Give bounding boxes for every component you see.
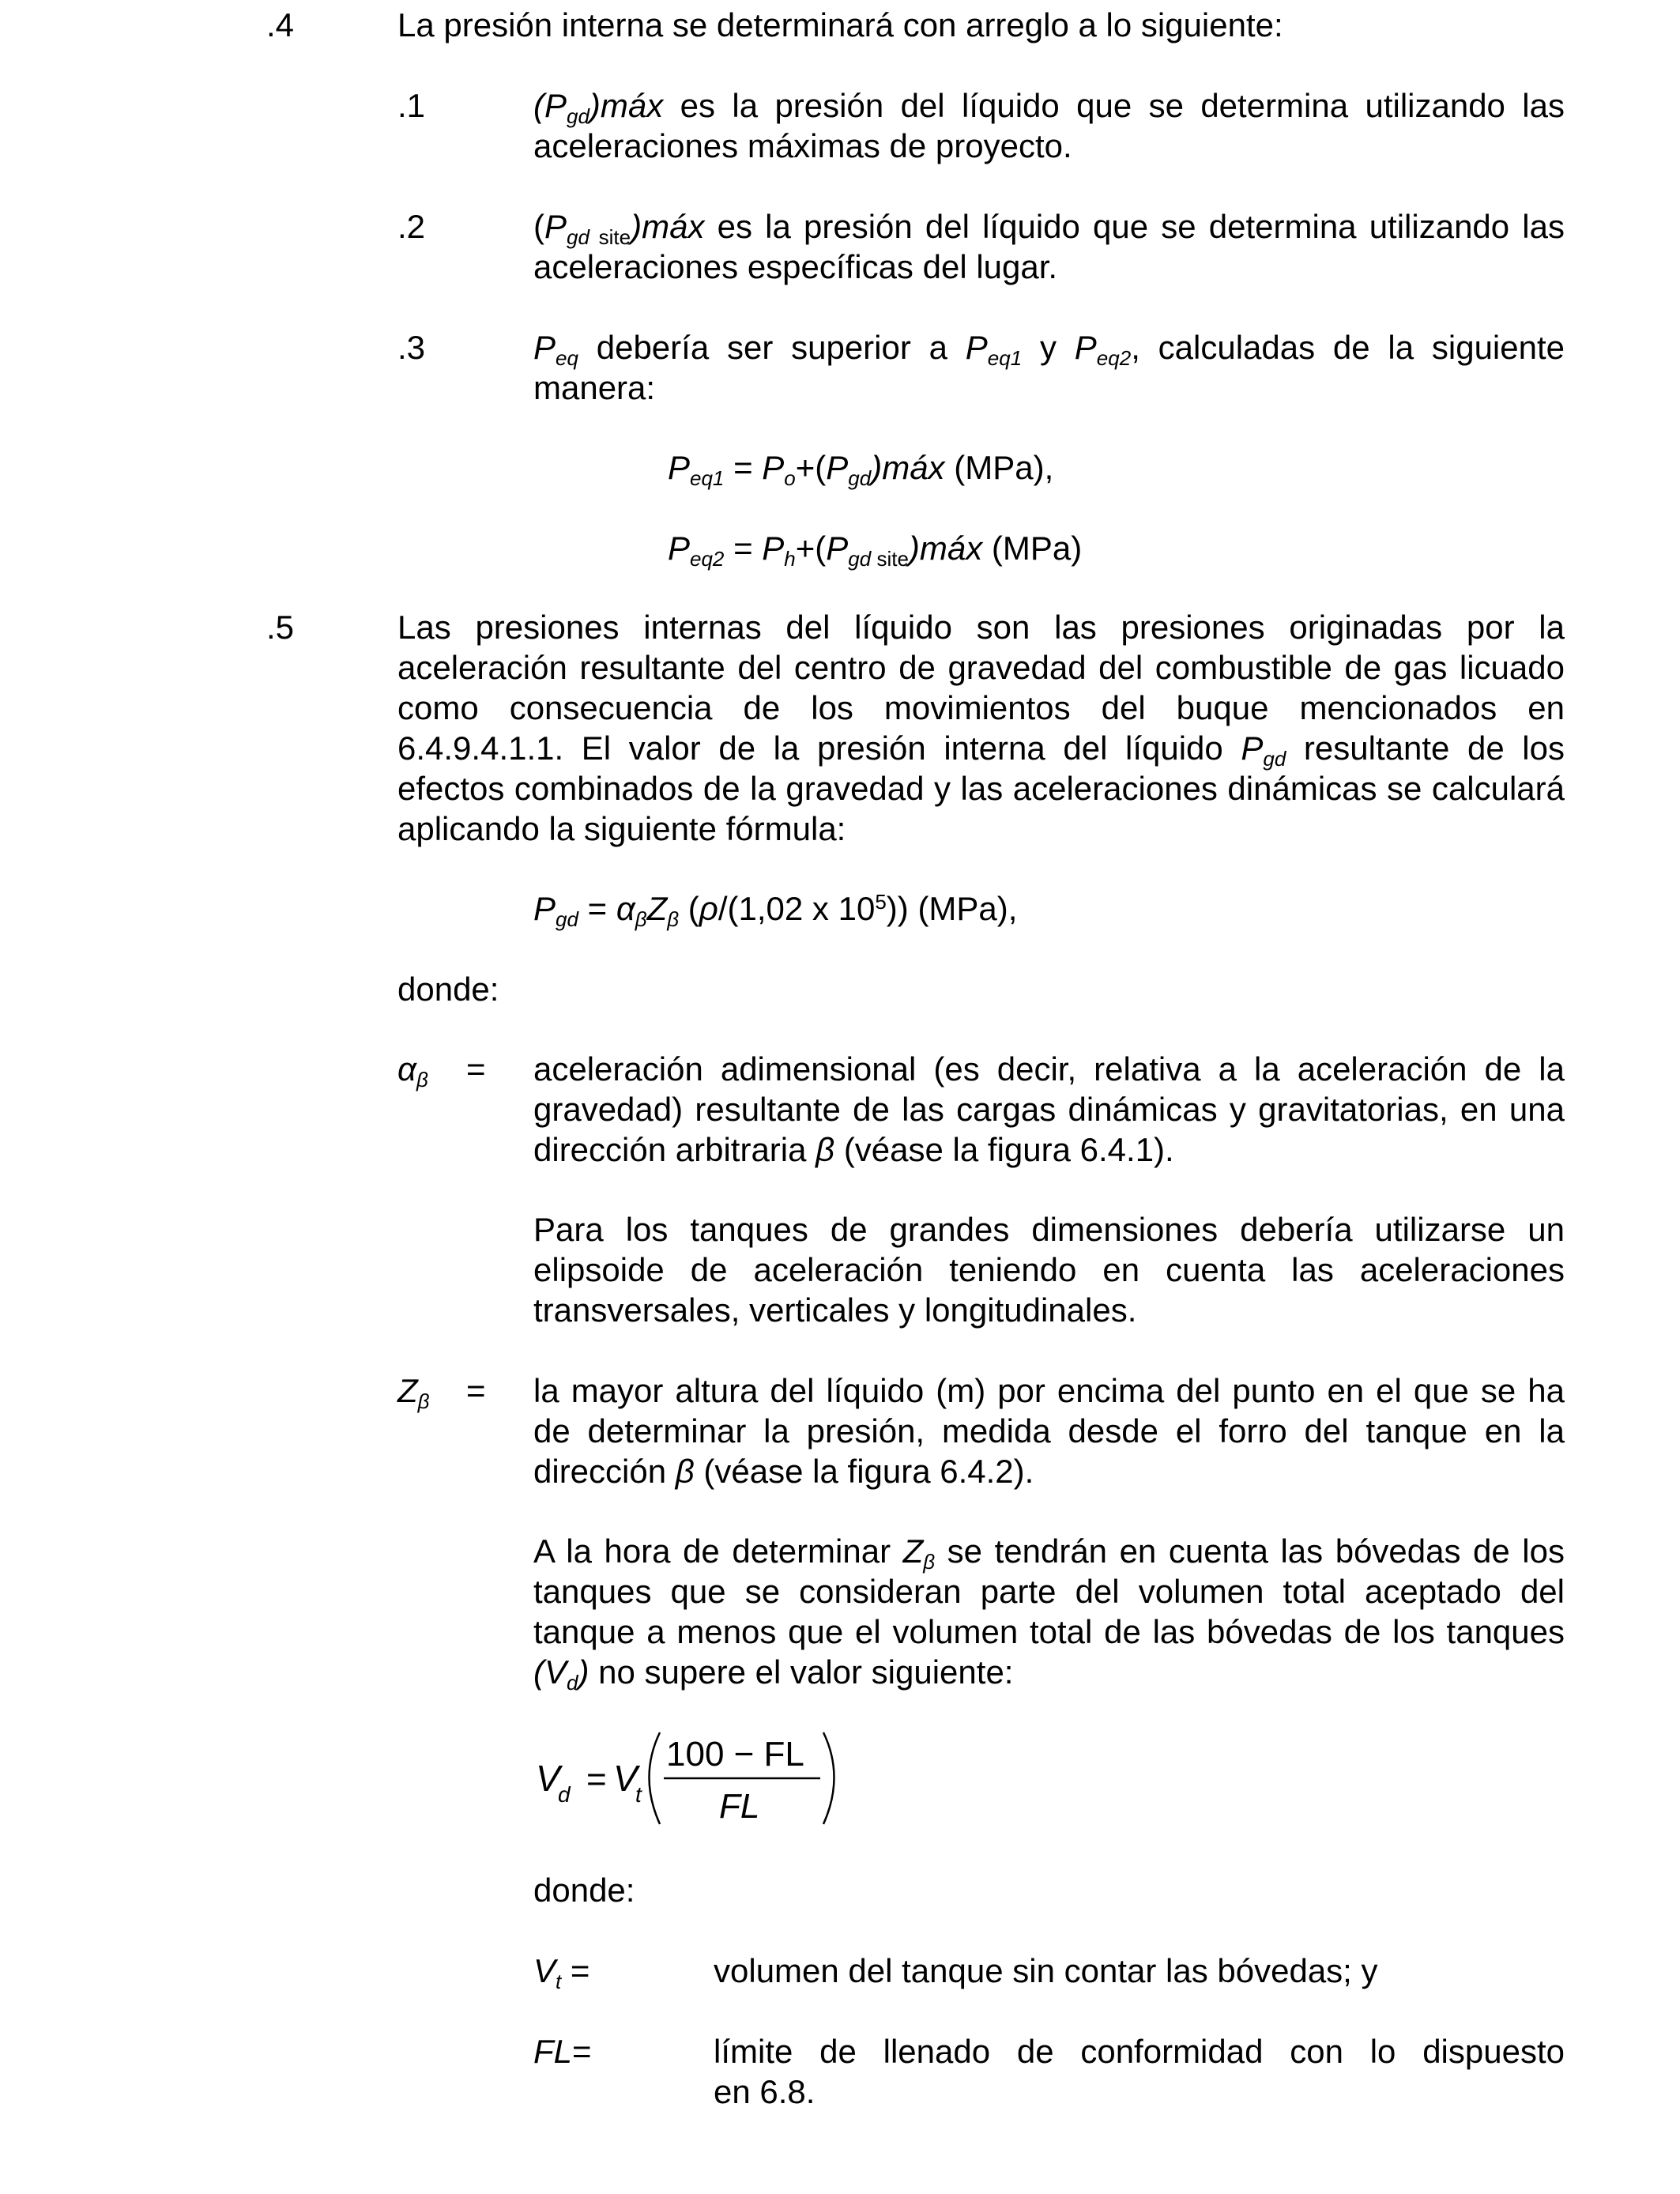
- sub-2-text: ($P_{gd}$ $_{site}$)máx es la presión del líquido que se determina utilizando las aceleraciones específicas del lugar.: [533, 208, 1565, 285]
- right-paren: [823, 1732, 834, 1824]
- equation-peq2: $P_{eq2} = P_h+(P_{gd}$ $_{site}$)máx (MPa): [668, 530, 1083, 571]
- zeta-symbol: $Z_\beta$: [397, 1372, 430, 1413]
- zeta-definition: la mayor altura del líquido (m) por encima del punto en el que se ha de determinar la presión, medida desde el forro del tanque en la dirección β (véase la figura 6.4.2).: [533, 1372, 1565, 1490]
- alpha-note: Para los tanques de grandes dimensiones debería utilizarse un elipsoide de aceleración teniendo en cuenta las aceleraciones transversales, verticales y longitudinales.: [533, 1211, 1565, 1329]
- donde-label-2: donde:: [533, 1872, 635, 1909]
- vt-symbol: $V_t$ =: [533, 1952, 590, 1993]
- sub-1-text: $(P_{gd})máx$ es la presión del líquido que se determina utilizando las aceleraciones máximas de proyecto.: [533, 87, 1565, 164]
- alpha-definition: aceleración adimensional (es decir, relativa a la aceleración de la gravedad) resultante de las cargas dinámicas y gravitatorias, en una dirección arbitraria β (véase la figura 6.4.1).: [533, 1050, 1565, 1168]
- zeta-equals: =: [466, 1372, 486, 1409]
- sub-2-number: .2: [397, 208, 426, 245]
- equation-peq1: $P_{eq1}$ = $P_o+(P_{gd})máx$ (MPa),: [668, 449, 1054, 490]
- vt-definition: volumen del tanque sin contar las bóvedas; y: [714, 1952, 1378, 1989]
- sub-3-text: $P_{eq}$ debería ser superior a $P_{eq1}$ y $P_{eq2}$, calculadas de la siguiente manera:: [533, 329, 1565, 406]
- zeta-note: A la hora de determinar $Z_\beta$ se tendrán en cuenta las bóvedas de los tanques que se consideran parte del volumen total aceptado del tanque a menos que el volumen total de las bóvedas de los tanques $(V_d)$ no supere el valor siguiente:: [533, 1532, 1565, 1695]
- alpha-equals: =: [466, 1050, 486, 1088]
- item-4-intro: La presión interna se determinará con arreglo a lo siguiente:: [397, 6, 1283, 43]
- item-5-paragraph: Las presiones internas del líquido son las presiones originadas por la aceleración resultante del centro de gravedad del combustible de gas licuado como consecuencia de los movimientos del buque mencionados en 6.4.9.4.1.1. El valor de la presión interna del líquido $P_{gd}$ resultante de los efectos combinados de la gravedad y las aceleraciones dinámicas se calculará aplicando la siguiente fórmula:: [397, 609, 1565, 847]
- fl-definition-line2: en 6.8.: [714, 2073, 816, 2110]
- vt-sub: t: [635, 1782, 642, 1807]
- vd-equals: =: [586, 1760, 607, 1799]
- left-paren: [650, 1732, 661, 1824]
- vd-sub: d: [558, 1782, 571, 1807]
- vd-formula: [522, 1723, 853, 1834]
- donde-label: donde:: [397, 971, 499, 1008]
- fraction-denominator: FL: [719, 1787, 760, 1826]
- sub-1-number: .1: [397, 87, 426, 124]
- item-5-number: .5: [266, 609, 295, 646]
- fl-definition-line1: límite de llenado de conformidad con lo dispuesto: [714, 2033, 1565, 2070]
- fl-symbol: FL=: [533, 2033, 592, 2070]
- alpha-symbol: $\alpha_\beta$: [397, 1050, 428, 1091]
- fraction-numerator: 100 − FL: [666, 1735, 804, 1774]
- vd-V: V: [536, 1758, 560, 1799]
- item-4-number: .4: [266, 6, 295, 43]
- sub-3-number: .3: [397, 329, 426, 366]
- vt-V: V: [613, 1758, 638, 1799]
- formula-pgd: $P_{gd} = \alpha_\beta Z_\beta$ (ρ/(1,02 x $10^5$)) (MPa),: [533, 890, 1018, 931]
